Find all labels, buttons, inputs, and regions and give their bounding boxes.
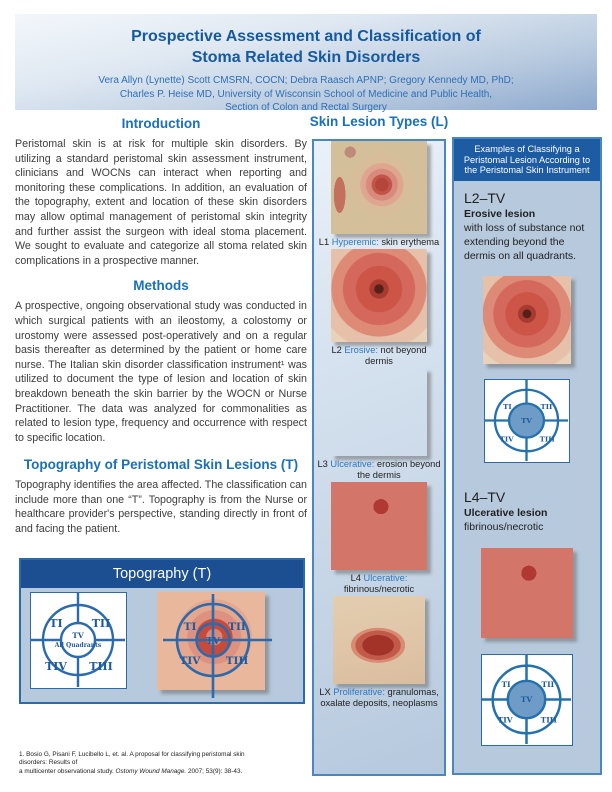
- reference-line2-prefix: a multicenter observational study.: [19, 767, 116, 775]
- quadrant-label-ti: TI: [49, 616, 63, 630]
- introduction-heading: Introduction: [121, 116, 201, 131]
- quadrant-label-all: All Quadrants: [54, 641, 102, 649]
- lesion-photo-l2: [331, 249, 427, 342]
- example-desc: with loss of substance not extending beyond the dermis on all quadrants.: [464, 221, 585, 262]
- reference-journal: Ostomy Wound Manage.: [115, 767, 187, 775]
- lesion-desc: granulomas, oxalate deposits, neoplasms: [320, 686, 439, 708]
- poster-authors: [15, 74, 597, 115]
- quadrant-label-tiv: TIV: [499, 434, 514, 444]
- lesion-block-l2: [314, 249, 444, 368]
- authors-line1: Vera Allyn (Lynette) Scott CMSRN, COCN; Debra Raasch APNP; Gregory Kennedy MD, PhD;: [98, 75, 514, 86]
- example-code: L4–TV: [464, 488, 506, 505]
- overlay-label-tii: TII: [228, 620, 246, 633]
- poster-title-line1: Prospective Assessment and Classification of: [131, 28, 481, 45]
- quadrant-label-ti: TI: [501, 679, 511, 689]
- quadrant-label-tii: TII: [541, 679, 555, 689]
- quadrant-label-tiv: TIV: [45, 659, 67, 673]
- lesion-code: L4: [350, 572, 361, 583]
- lesion-photo-l4: [331, 482, 427, 570]
- lesion-type: Ulcerative:: [363, 572, 408, 583]
- quadrant-label-tiii: TIII: [539, 434, 555, 444]
- poster-title: [15, 26, 597, 68]
- lesion-code: LX: [319, 686, 331, 697]
- quadrant-diagram-icon: [31, 593, 125, 687]
- lesion-desc: skin erythema: [378, 237, 440, 247]
- lesion-desc: fibrinous/necrotic: [343, 584, 415, 594]
- classification-examples-header: [454, 139, 600, 181]
- lesion-caption-lx: [314, 687, 444, 710]
- lesion-caption-l4: [314, 573, 444, 596]
- topography-box-title: Topography (T): [21, 560, 303, 588]
- lesion-block-l1: [314, 141, 444, 249]
- example-desc: fibrinous/necrotic: [464, 520, 544, 533]
- poster-header: [15, 14, 597, 113]
- methods-heading: Methods: [133, 278, 189, 294]
- topography-paragraph: Topography identifies the area affected. The classification can include more than one “T”. Topography is from the Nurse or healthcare provider's perspective, standing directly in front of and facing the patient.: [15, 479, 307, 536]
- quadrant-label-ti: TI: [503, 402, 512, 411]
- examples-header-line3: the Peristomal Skin Instrument: [464, 165, 590, 176]
- lesion-type: Hyperemic:: [331, 237, 379, 247]
- example-photo-l4: [481, 548, 573, 638]
- lesion-desc: erosion beyond the dermis: [357, 458, 441, 480]
- lesion-type: Proliferative:: [333, 686, 385, 697]
- example-name: Ulcerative lesion: [464, 506, 548, 519]
- methods-paragraph: A prospective, ongoing observational study was conducted in which surgical patients with an ileostomy, a colostomy or urostomy were assessed post-operatively and on a regular basis thereafter as determined by the patient or home care nurse. The Italian skin disorder classification instrument¹ was utilized to document the type of lesion and location of skin breakdown beneath the skin barrier by the WOCN or Nurse Practitioner. The data was analyzed for commonalities as related to lesion type, frequency and occurrence with respect to specific location.: [15, 300, 307, 444]
- example-quadrant-diagram-2: [481, 654, 573, 746]
- skin-lesion-types-heading: Skin Lesion Types (L): [309, 114, 449, 129]
- overlay-label-tiv: TIV: [179, 654, 201, 667]
- authors-line2: Charles P. Heise MD, University of Wisconsin School of Medicine and Public Health,: [119, 88, 493, 100]
- quadrant-label-tv: TV: [72, 630, 84, 640]
- example-l4-tv: [464, 489, 590, 534]
- lesion-photo-l3: [331, 368, 427, 456]
- lesion-code: L3: [317, 458, 328, 469]
- overlay-label-ti: TI: [183, 620, 197, 633]
- overlay-label-tv: TV: [206, 636, 220, 647]
- topography-box: [19, 558, 305, 704]
- classification-examples-box: [452, 137, 602, 775]
- classification-examples-body: [454, 190, 600, 746]
- reference-line2: [19, 768, 265, 777]
- quadrant-overlay-icon: [157, 592, 265, 690]
- quadrant-label-tiii: TIII: [540, 715, 557, 725]
- overlay-label-tiii: TIII: [225, 654, 249, 667]
- skin-lesion-types-box: [312, 139, 446, 776]
- example-code: L2–TV: [464, 189, 506, 206]
- introduction-paragraph: Peristomal skin is at risk for multiple skin disorders. By utilizing a standard peristomal skin assessment instrument, clinicians and WOCNs can interact when reporting and monitoring these complications. In addition, an evaluation of the topography, extent and location of these skin disorders may allow optimal management of peristomal skin integrity and further assist the surgeon with ideal stoma placement. We sought to evaluate and categorize all stoma related skin complications in a prospective manner.: [15, 138, 307, 267]
- lesion-caption-l2: [314, 345, 444, 368]
- example-l2-tv: [464, 190, 590, 263]
- lesion-caption-l1: [314, 237, 444, 249]
- examples-header-line1: Examples of Classifying a: [474, 144, 580, 154]
- quadrant-label-tiii: TIII: [89, 659, 113, 673]
- lesion-block-l3: [314, 368, 444, 482]
- example-photo-l2: [483, 276, 571, 364]
- lesion-code: L1: [318, 237, 330, 247]
- topography-heading: Topography of Peristomal Skin Lesions (T): [23, 457, 299, 473]
- lesion-code: L2: [331, 344, 342, 355]
- quadrant-label-tii: TII: [91, 616, 111, 630]
- quadrant-label-tv: TV: [521, 415, 532, 425]
- left-column: [15, 110, 307, 776]
- poster-title-line2: Stoma Related Skin Disorders: [191, 49, 421, 66]
- example-name: Erosive lesion: [464, 207, 536, 220]
- example-quadrant-diagram-1: [484, 379, 570, 463]
- quadrant-label-tiv: TIV: [497, 715, 513, 725]
- reference-line1: 1. Bosio G, Pisani F, Lucibello L, et. al. A proposal for classifying peristomal skin disorders: Results of: [19, 750, 245, 767]
- topography-box-body: [21, 588, 303, 702]
- lesion-block-l4: [314, 482, 444, 596]
- lesion-photo-lx: [333, 596, 425, 684]
- lesion-desc: not beyond dermis: [365, 344, 427, 366]
- quadrant-label-tii: TII: [540, 402, 553, 411]
- lesion-block-lx: [314, 596, 444, 710]
- authors-line3: Section of Colon and Rectal Surgery: [225, 102, 387, 113]
- filled-quadrant-icon: [482, 655, 571, 744]
- quadrant-label-tv: TV: [520, 694, 533, 704]
- lesion-caption-l3: [314, 459, 444, 482]
- reference-line2-suffix: 2007; 53(9): 38-43.: [186, 767, 243, 775]
- reference-footnote: [19, 751, 265, 777]
- lesion-photo-l1: [331, 141, 427, 234]
- topography-photo-with-overlay: [157, 592, 265, 690]
- lesion-type: Ulcerative:: [330, 458, 375, 469]
- lesion-type: Erosive:: [344, 344, 378, 355]
- filled-quadrant-icon: [485, 380, 568, 461]
- quadrant-diagram-schematic: [30, 592, 127, 689]
- examples-header-line2: Peristomal Lesion According to: [463, 154, 591, 165]
